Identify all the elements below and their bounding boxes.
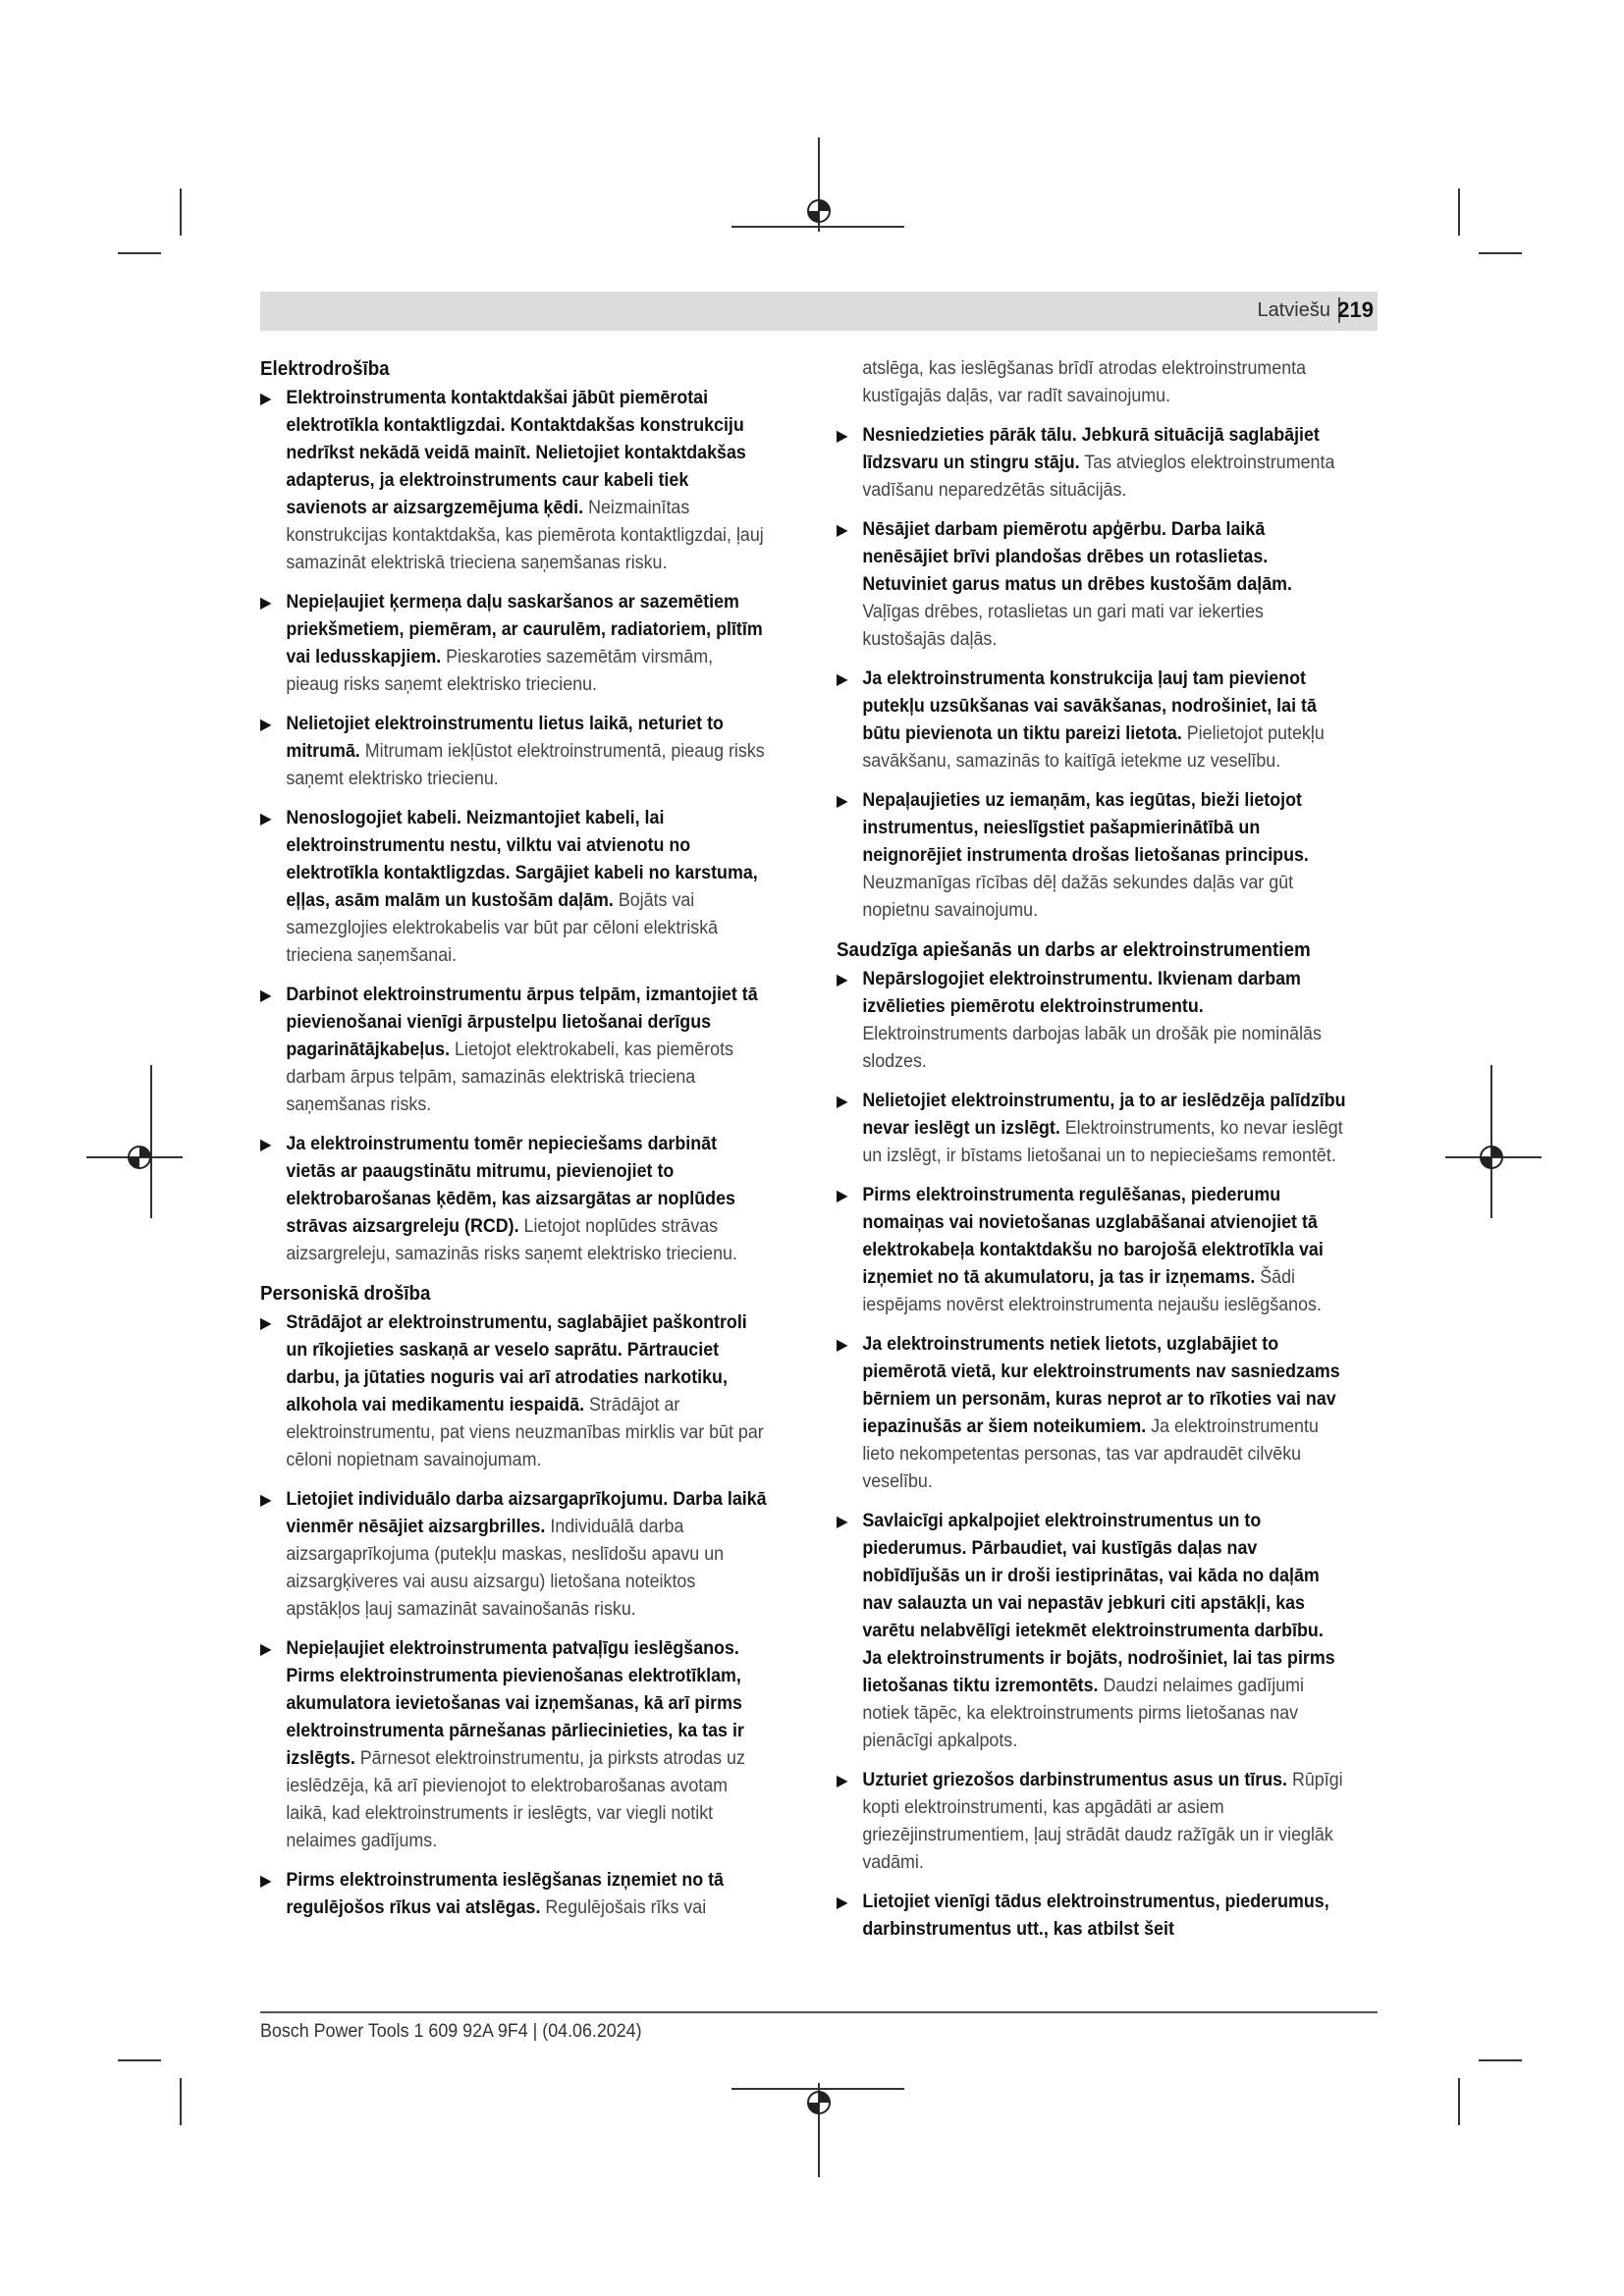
footer-rule (260, 2011, 1378, 2013)
item-explanation: Neizmainītas konstrukcijas kontaktdakša, kas piemērota kontaktligzdai, ļauj samazināt elektriskā trieciena saņemšanas risku. (286, 498, 764, 573)
bullet-triangle-icon: ▶ (837, 428, 848, 445)
bullet-triangle-icon: ▶ (260, 1873, 272, 1890)
list-item (837, 787, 1346, 925)
bullet-triangle-icon: ▶ (837, 972, 848, 988)
crop-mark (118, 252, 161, 254)
footer-text: Bosch Power Tools 1 609 92A 9F4 | (04.06.2024) (260, 2021, 642, 2042)
registration-mark-icon (806, 2090, 832, 2115)
list-item (837, 1088, 1346, 1170)
bullet-triangle-icon: ▶ (260, 1492, 272, 1509)
item-warning: Pirms elektroinstrumenta ieslēgšanas izņemiet no tā regulējošos rīkus vai atslēgas. (286, 1870, 724, 1918)
crop-mark (1490, 1065, 1492, 1218)
item-explanation: Lietojot noplūdes strāvas aizsargreleju, samazinās risks saņemt elektrisko triecienu. (286, 1216, 737, 1264)
bullet-triangle-icon: ▶ (260, 595, 272, 612)
list-item (837, 1331, 1346, 1496)
bullet-triangle-icon: ▶ (837, 1773, 848, 1789)
list-item (837, 1182, 1346, 1319)
list-item (837, 1767, 1346, 1877)
list-item (260, 1486, 770, 1624)
list-item (260, 982, 770, 1119)
item-warning: Ja elektroinstruments netiek lietots, uzglabājiet to piemērotā vietā, kur elektroinstruments nav sasniedzams bērniem un personām, kuras neprot ar to rīkoties vai nav iepazinušās ar šiem noteikumiem. (862, 1334, 1340, 1437)
item-explanation: Elektroinstruments, ko nevar ieslēgt un izslēgt, ir bīstams lietošanai un to nepieciešams remontēt. (862, 1118, 1343, 1166)
item-explanation: Ja elektroinstrumentu lieto nekompetentas personas, tas var apdraudēt cilvēku veselību. (862, 1416, 1319, 1492)
item-warning: Nenoslogojiet kabeli. Neizmantojiet kabeli, lai elektroinstrumentu nestu, vilktu vai atvienotu no elektrotīkla kontaktligzdas. Sargājiet kabeli no karstuma, eļļas, asām malām un kustošām daļām. (286, 808, 758, 911)
list-item (837, 516, 1346, 654)
item-warning: Nesniedzieties pārāk tālu. Jebkurā situācijā saglabājiet līdzsvaru un stingru stāju. (862, 425, 1320, 473)
list-item (837, 666, 1346, 775)
item-warning: Ja elektroinstrumenta konstrukcija ļauj tam pievienot putekļu uzsūkšanas vai savākšanas, nodrošiniet, lai tā būtu pievienota un tiktu pareizi lietota. (862, 668, 1317, 744)
item-explanation: Rūpīgi kopti elektroinstrumenti, kas apgādāti ar asiem griezējinstrumentiem, ļauj strādāt daudz ražīgāk un ir vieglāk vadāmi. (862, 1770, 1343, 1873)
bullet-triangle-icon: ▶ (837, 671, 848, 688)
item-explanation: Pielietojot putekļu savākšanu, samazinās to kaitīgā ietekme uz veselību. (862, 723, 1325, 772)
bullet-triangle-icon: ▶ (837, 793, 848, 810)
item-explanation: Neuzmanīgas rīcības dēļ dažās sekundes daļās var gūt nopietnu savainojumu. (862, 873, 1294, 921)
item-explanation: Lietojot elektrokabeli, kas piemērots darbam ārpus telpām, samazinās elektriskā trieciena saņemšanas risks. (286, 1040, 733, 1115)
bullet-triangle-icon: ▶ (837, 1188, 848, 1204)
list-item (260, 711, 770, 793)
registration-mark-icon (806, 198, 832, 224)
crop-mark (1479, 2059, 1522, 2061)
item-warning: Elektroinstrumenta kontaktdakšai jābūt piemērotai elektrotīkla kontaktligzdai. Kontaktdakšas konstrukciju nedrīkst nekādā veidā mainīt. Nelietojiet kontaktdakšas adapterus, ja elektroinstruments caur kabeli tiek savienots ar aizsargzemējuma ķēdi. (286, 388, 746, 518)
item-explanation: Elektroinstruments darbojas labāk un drošāk pie nominālās slodzes. (862, 1024, 1322, 1072)
list-item (260, 1309, 770, 1474)
item-explanation: Strādājot ar elektroinstrumentu, pat viens neuzmanības mirklis var būt par cēloni nopietnam savainojumam. (286, 1395, 764, 1470)
item-warning: Nelietojiet elektroinstrumentu lietus laikā, neturiet to mitrumā. (286, 714, 724, 762)
item-explanation: Pārnesot elektroinstrumentu, ja pirksts atrodas uz ieslēdzēja, kā arī pievienojot to elektrobarošanas avotam laikā, kad elektroinstruments ir ieslēgts, var viegli notikt nelaimes gadījums. (286, 1748, 745, 1851)
item-explanation: Daudzi nelaimes gadījumi notiek tāpēc, ka elektroinstruments pirms lietošanas nav pienācīgi apkalpots. (862, 1676, 1304, 1751)
continued-text: atslēga, kas ieslēgšanas brīdī atrodas elektroinstrumenta kustīgajās daļās, var radīt savainojumu. (862, 358, 1307, 406)
list-item (260, 1635, 770, 1855)
bullet-triangle-icon: ▶ (837, 1895, 848, 1911)
item-warning: Nepaļaujieties uz iemaņām, kas iegūtas, bieži lietojot instrumentus, neieslīgstiet pašapmierinātībā un neignorējiet instrumenta drošas lietošanas principus. (862, 790, 1309, 866)
right-column (837, 355, 1346, 1955)
list-item (260, 385, 770, 577)
item-explanation: Individuālā darba aizsargaprīkojuma (putekļu maskas, neslīdošu apavu un aizsargķiveres vai ausu aizsargu) lietošana noteiktos apstākļos ļauj samazināt savainošanās risku. (286, 1517, 725, 1620)
list-item (260, 1131, 770, 1268)
list-item (837, 1508, 1346, 1755)
item-explanation: Mitrumam iekļūstot elektroinstrumentā, pieaug risks saņemt elektrisko triecienu. (286, 741, 765, 789)
item-warning: Savlaicīgi apkalpojiet elektroinstrumentus un to piederumus. Pārbaudiet, vai kustīgās daļas nav nobīdījušās un ir droši iestiprinātas, vai kāda no daļām nav salauzta un vai nepastāv jebkuri citi apstākļi, kas varētu nelabvēlīgi ietekmēt elektroinstrumenta darbību. Ja elektroinstruments ir bojāts, nodrošiniet, lai tas pirms lietošanas tiktu izremontēts. (862, 1511, 1335, 1696)
item-warning: Ja elektroinstrumentu tomēr nepieciešams darbināt vietās ar paaugstinātu mitrumu, pievienojiet to elektrobarošanas ķēdēm, kas aizsargātas ar noplūdes strāvas aizsargreleju (RCD). (286, 1134, 735, 1237)
left-column (260, 355, 770, 1934)
item-warning: Nēsājiet darbam piemērotu apģērbu. Darba laikā nenēsājiet brīvi plandošas drēbes un rotaslietas. Netuviniet garus matus un drēbes kustošām daļām. (862, 519, 1293, 595)
bullet-triangle-icon: ▶ (837, 522, 848, 539)
bullet-triangle-icon: ▶ (260, 1137, 272, 1153)
bullet-triangle-icon: ▶ (260, 1315, 272, 1332)
item-warning: Lietojiet vienīgi tādus elektroinstrumentus, piederumus, darbinstrumentus utt., kas atbilst šeit (862, 1892, 1329, 1940)
registration-mark-icon (1479, 1145, 1504, 1170)
item-explanation: Regulējošais rīks vai (545, 1897, 707, 1918)
item-explanation: Bojāts vai samezglojies elektrokabelis var būt par cēloni elektriskā trieciena saņemšanai. (286, 890, 719, 966)
page-header (260, 292, 1378, 331)
bullet-triangle-icon: ▶ (260, 1641, 272, 1658)
section-heading-careful-use: Saudzīga apiešanās un darbs ar elektroinstrumentiem (837, 939, 1311, 961)
page-number: 219 (1337, 297, 1374, 322)
section-heading-personal: Personiskā drošība (260, 1283, 431, 1305)
bullet-triangle-icon: ▶ (837, 1094, 848, 1110)
item-warning: Strādājot ar elektroinstrumentu, saglabājiet paškontroli un rīkojieties saskaņā ar veselo saprātu. Pārtrauciet darbu, ja jūtaties noguris vai arī atrodaties narkotiku, alkohola vai medikamentu iespaidā. (286, 1312, 747, 1415)
header-language: Latviešu (1257, 299, 1330, 321)
item-warning: Pirms elektroinstrumenta regulēšanas, piederumu nomaiņas vai novietošanas uzglabāšanai atvienojiet tā elektrokabeļa kontaktdakšu no barojošā elektrotīkla vai izņemiet no tā akumulatoru, ja tas ir izņemams. (862, 1185, 1324, 1288)
bullet-triangle-icon: ▶ (837, 1514, 848, 1530)
crop-mark (1458, 2078, 1460, 2125)
registration-mark-icon (127, 1145, 152, 1170)
item-warning: Uzturiet griezošos darbinstrumentus asus un tīrus. (862, 1770, 1287, 1790)
crop-mark (118, 2059, 161, 2061)
crop-mark (1479, 252, 1522, 254)
crop-mark (731, 226, 904, 228)
section-heading-electrical: Elektrodrošība (260, 358, 390, 380)
item-warning: Nepieļaujiet elektroinstrumenta patvaļīgu ieslēgšanos. Pirms elektroinstrumenta pievienošanas elektrotīklam, akumulatora ievietošanas vai izņemšanas, kā arī pirms elektroinstrumenta pārnešanas pārliecinieties, ka tas ir izslēgts. (286, 1638, 744, 1769)
crop-mark (150, 1065, 152, 1218)
bullet-triangle-icon: ▶ (260, 717, 272, 733)
list-item (837, 966, 1346, 1076)
crop-mark (180, 2078, 182, 2125)
item-warning: Lietojiet individuālo darba aizsargaprīkojumu. Darba laikā vienmēr nēsājiet aizsargbrilles. (286, 1489, 767, 1537)
item-explanation: Vaļīgas drēbes, rotaslietas un gari mati var iekerties kustošajās daļās. (862, 602, 1264, 650)
crop-mark (180, 188, 182, 236)
item-warning: Nelietojiet elektroinstrumentu, ja to ar ieslēdzēja palīdzību nevar ieslēgt un izslēgt. (862, 1091, 1346, 1139)
item-warning: Nepieļaujiet ķermeņa daļu saskaršanos ar sazemētiem priekšmetiem, piemēram, ar caurulēm, radiatoriem, plītīm vai ledusskapjiem. (286, 592, 763, 667)
item-explanation: Šādi iespējams novērst elektroinstrumenta nejaušu ieslēgšanos. (862, 1267, 1322, 1315)
item-warning: Darbinot elektroinstrumentu ārpus telpām, izmantojiet tā pievienošanai vienīgi ārpustelpu lietošanai derīgus pagarinātājkabeļus. (286, 985, 758, 1060)
item-warning: Nepārslogojiet elektroinstrumentu. Ikvienam darbam izvēlieties piemērotu elektroinstrumentu. (862, 969, 1301, 1017)
item-explanation: Tas atvieglos elektroinstrumenta vadīšanu neparedzētās situācijās. (862, 453, 1335, 501)
item-explanation: Pieskaroties sazemētām virsmām, pieaug risks saņemt elektrisko triecienu. (286, 647, 714, 695)
bullet-triangle-icon: ▶ (260, 811, 272, 828)
list-item (837, 422, 1346, 505)
bullet-triangle-icon: ▶ (837, 1337, 848, 1354)
list-item (260, 1867, 770, 1922)
list-item (260, 589, 770, 699)
list-item (260, 805, 770, 970)
list-item (837, 1889, 1346, 1944)
bullet-triangle-icon: ▶ (260, 988, 272, 1004)
crop-mark (1458, 188, 1460, 236)
bullet-triangle-icon: ▶ (260, 391, 272, 407)
